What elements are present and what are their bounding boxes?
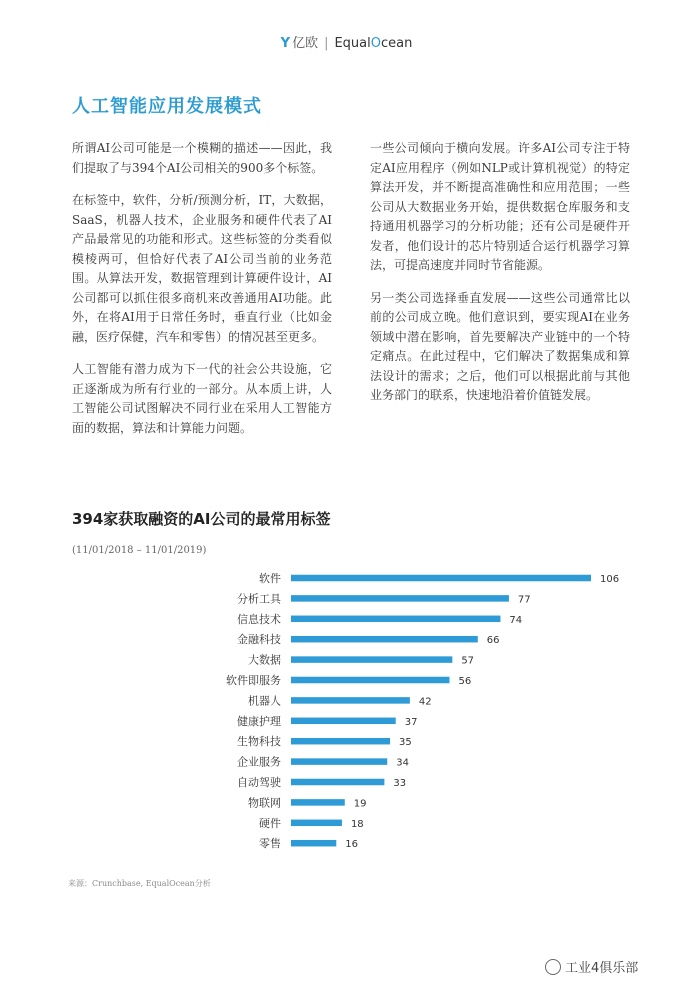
category-label: 软件即服务 bbox=[226, 674, 281, 687]
category-label: 金融科技 bbox=[237, 633, 281, 647]
bar-value-label: 57 bbox=[461, 655, 475, 667]
page-title: 人工智能应用发展模式 bbox=[72, 96, 262, 117]
brand-separator: | bbox=[324, 36, 329, 51]
category-label: 企业服务 bbox=[237, 755, 281, 769]
left-text-column bbox=[72, 139, 332, 451]
bar-value-label: 33 bbox=[393, 778, 407, 789]
category-label: 硬件 bbox=[259, 816, 281, 830]
bar bbox=[291, 738, 390, 745]
bar bbox=[291, 820, 342, 827]
watermark-text: 工业4俱乐部 bbox=[565, 961, 639, 976]
bar bbox=[291, 677, 449, 684]
chart-date-range: (11/01/2018 – 11/01/2019) bbox=[72, 545, 207, 556]
category-label: 零售 bbox=[259, 837, 281, 851]
category-label: 信息技术 bbox=[237, 612, 281, 626]
bar-value-label: 34 bbox=[396, 757, 409, 769]
category-label: 自动驾驶 bbox=[237, 776, 281, 789]
category-label: 大数据 bbox=[248, 653, 281, 667]
bar bbox=[291, 840, 336, 847]
bar bbox=[291, 595, 509, 602]
left-paragraph-2: 在标签中，软件，分析/预测分析，IT，大数据，SaaS，机器人技术，企业服务和硬件代表了AI产品最常见的功能和形式。这些标签的分类看似模棱两可，但恰好代表了AI公司当前的业务范围。从算法开发，数据管理到计算硬件设计，AI公司都可以抓住很多商机来改善通用AI功能。此外，在将AI用于日常任务时，垂直行业（比如金融，医疗保健，汽车和零售）的情况甚至更多。 bbox=[72, 193, 332, 344]
bar-value-label: 74 bbox=[509, 614, 523, 626]
category-label: 分析工具 bbox=[237, 592, 281, 606]
bar-value-label: 19 bbox=[353, 798, 367, 810]
source-note: 来源：Crunchbase, EqualOcean分析 bbox=[68, 879, 211, 888]
category-label: 软件 bbox=[259, 572, 281, 585]
left-paragraph-1: 所谓AI公司可能是一个模糊的描述——因此，我们提取了与394个AI公司相关的900多个标签。 bbox=[72, 141, 332, 175]
bar-value-label: 37 bbox=[404, 716, 418, 728]
bar-value-label: 66 bbox=[486, 635, 500, 647]
yiou-logo-icon: Y bbox=[280, 36, 291, 51]
category-label: 机器人 bbox=[248, 694, 281, 708]
chart-title: 394家获取融资的AI公司的最常用标签 bbox=[72, 510, 331, 528]
bar bbox=[291, 697, 410, 704]
bar-value-label: 42 bbox=[418, 696, 432, 708]
bar bbox=[291, 779, 384, 786]
brand-name-cn: 亿欧 bbox=[292, 36, 319, 51]
category-label: 健康护理 bbox=[237, 714, 281, 728]
bar-value-label: 77 bbox=[517, 594, 531, 606]
bar-value-label: 56 bbox=[458, 676, 472, 687]
bar bbox=[291, 616, 500, 623]
left-paragraph-3: 人工智能有潜力成为下一代的社会公共设施，它正逐渐成为所有行业的一部分。从本质上讲，人工智能公司试图解决不同行业在采用人工智能方面的数据，算法和计算能力问题。 bbox=[72, 362, 332, 435]
wechat-icon bbox=[545, 959, 561, 975]
bar bbox=[291, 656, 452, 663]
page-header bbox=[0, 32, 693, 51]
bar bbox=[291, 575, 591, 582]
bar-value-label: 35 bbox=[399, 737, 412, 749]
category-label: 生物科技 bbox=[237, 735, 281, 749]
bar bbox=[291, 636, 478, 643]
category-label: 物联网 bbox=[248, 796, 281, 810]
bar bbox=[291, 718, 396, 725]
bar bbox=[291, 758, 387, 765]
bar-value-label: 16 bbox=[345, 839, 359, 851]
right-text-column bbox=[370, 139, 630, 419]
bar-value-label: 106 bbox=[600, 574, 620, 585]
right-paragraph-1: 一些公司倾向于横向发展。许多AI公司专注于特定AI应用程序（例如NLP或计算机视觉）的特定算法开发，并不断提高准确性和应用范围；一些公司从大数据业务开始，提供数据仓库服务和支持通用机器学习的分析功能；还有公司是硬件开发者，他们设计的芯片特别适合运行机器学习算法，可提高速度并同时节省能源。 bbox=[370, 141, 630, 272]
tags-bar-chart bbox=[0, 566, 693, 866]
right-paragraph-2: 另一类公司选择垂直发展——这些公司通常比以前的公司成立晚。他们意识到，要实现AI在业务领域中潜在影响，首先要解决产业链中的一个特定痛点。在此过程中，它们解决了数据集成和算法设计的需求；之后，他们可以根据此前与其他业务部门的联系，快速地沿着价值链发展。 bbox=[370, 290, 630, 402]
wechat-watermark bbox=[545, 957, 638, 976]
bar bbox=[291, 799, 345, 806]
bar-value-label: 18 bbox=[350, 818, 364, 830]
brand-name-en: EqualOcean bbox=[334, 36, 413, 51]
